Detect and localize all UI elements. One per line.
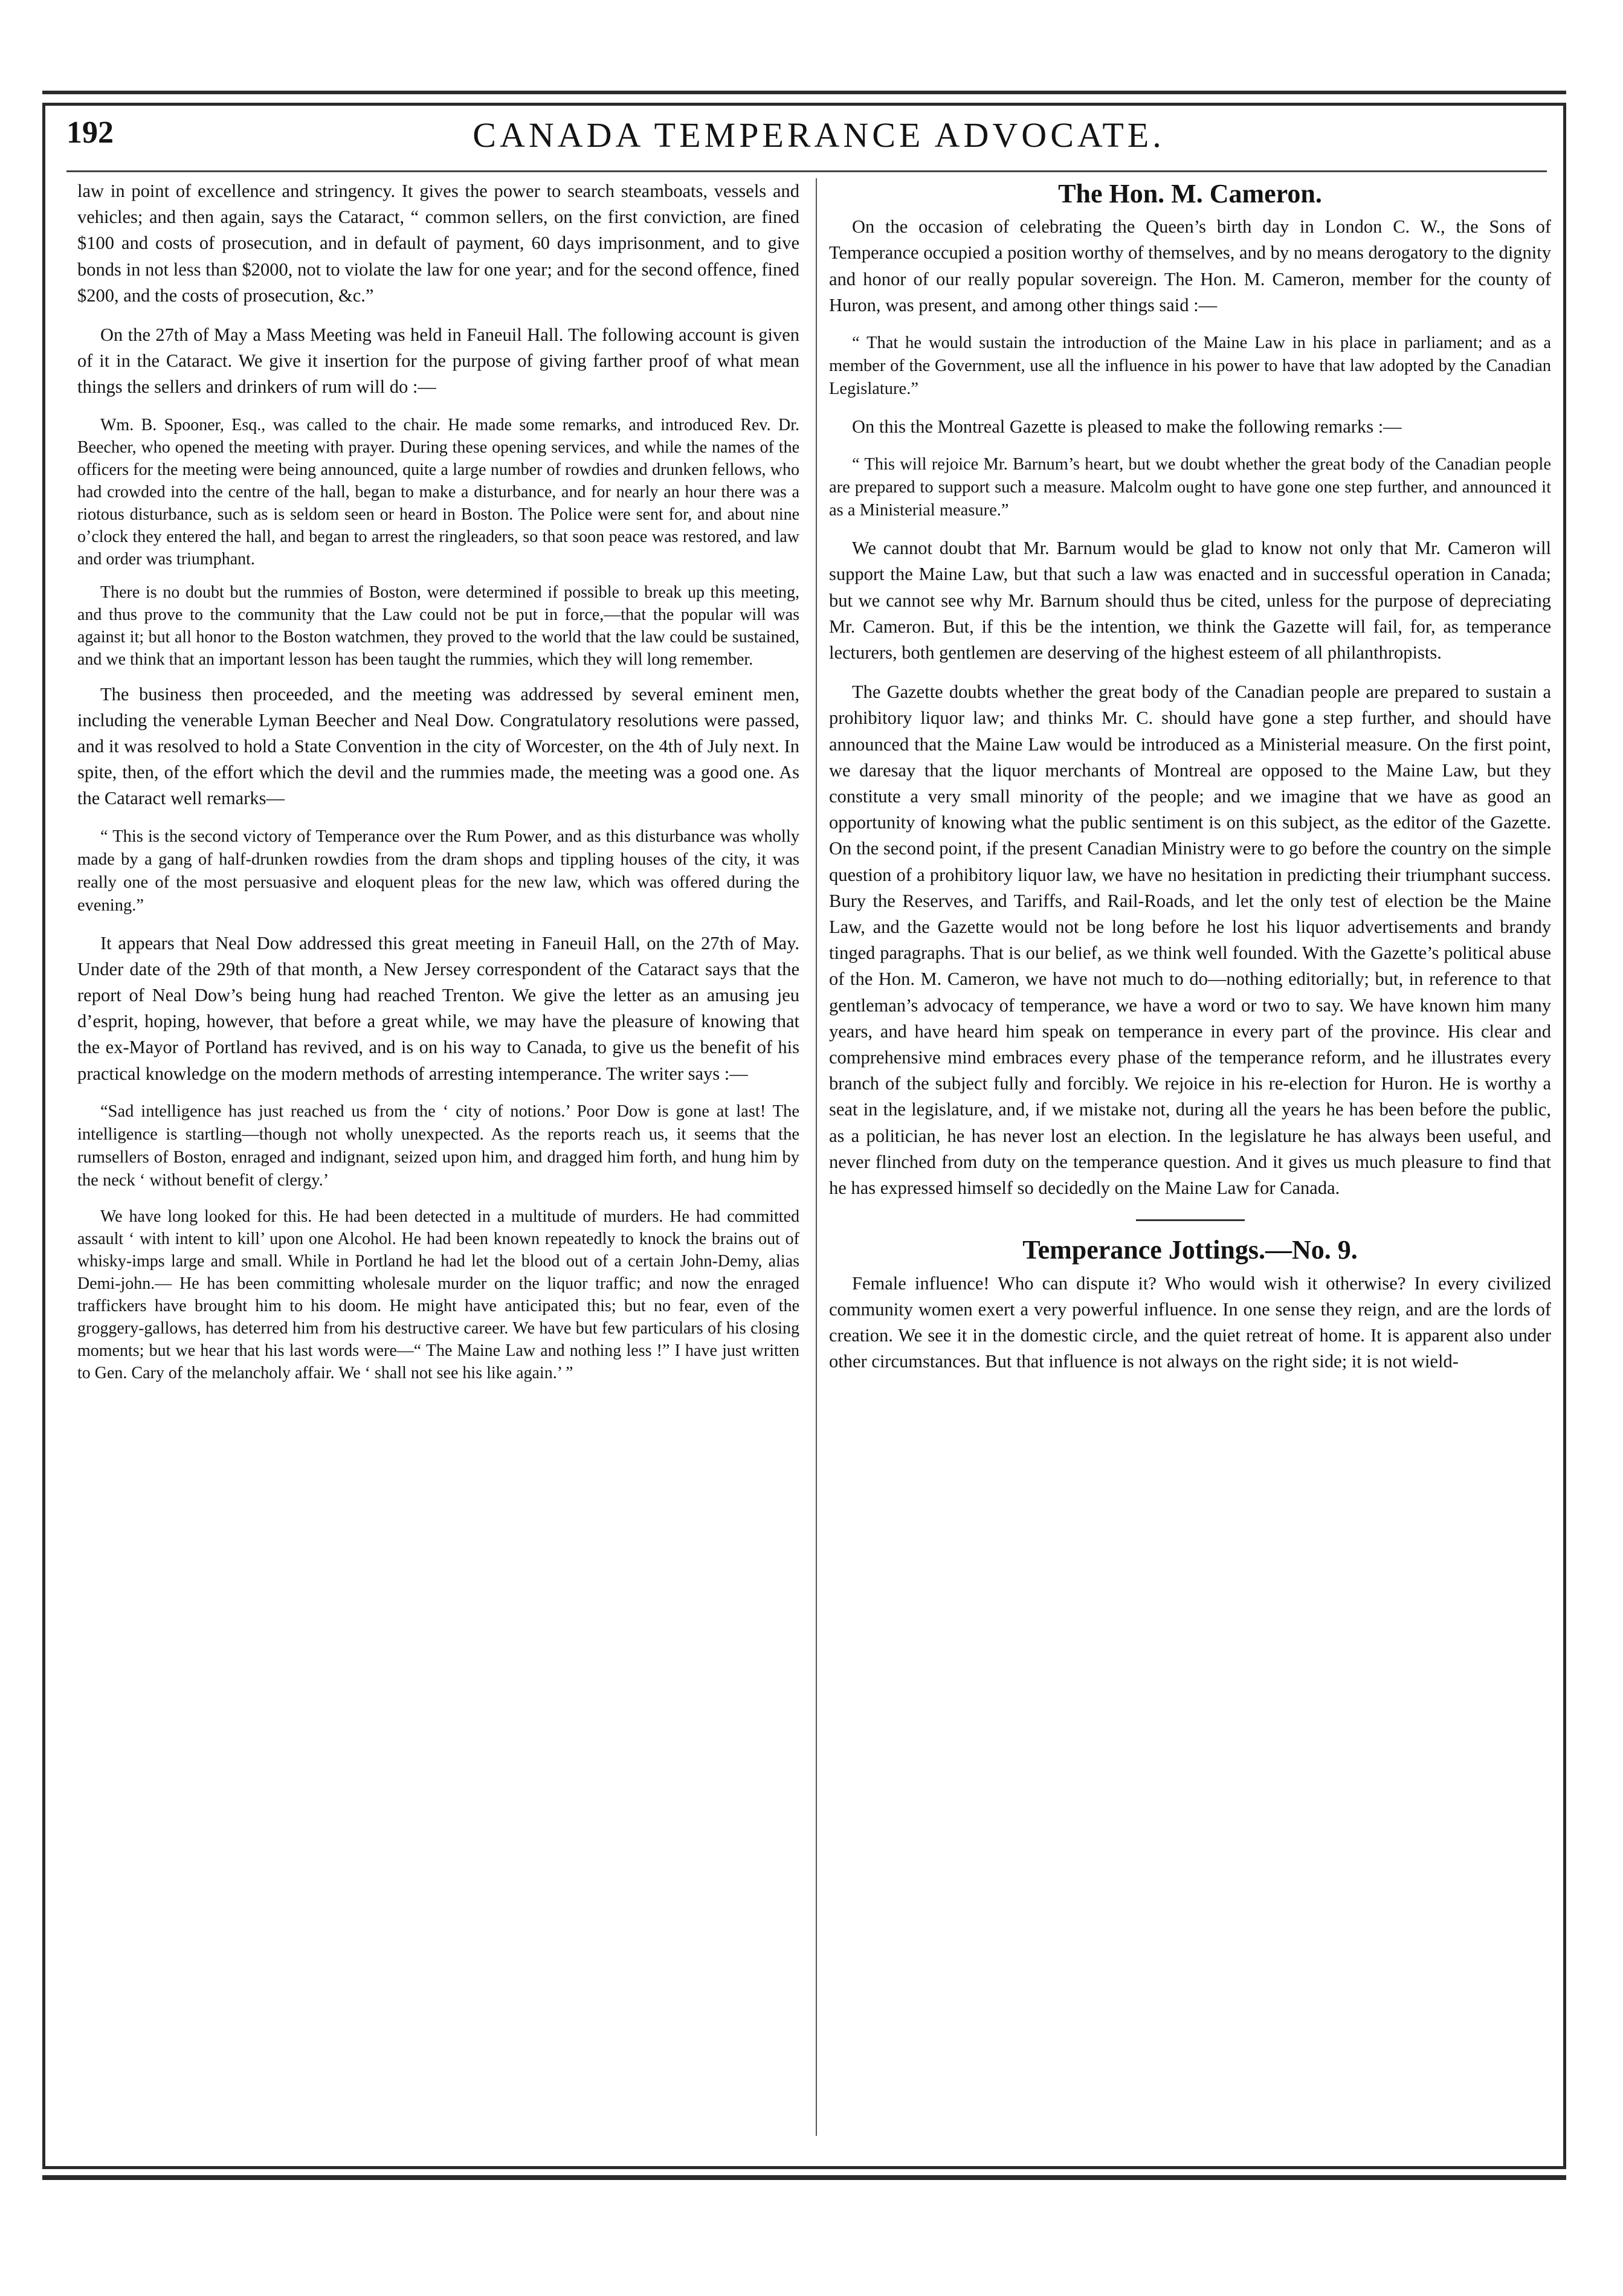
quoted-paragraph: “ This will rejoice Mr. Barnum’s heart, but we doubt whether the great body of the Canadian people are prepared to support such a measure. Malcolm ought to have gone one step further, and announced it as a Ministerial measure.” (829, 455, 1551, 520)
page-number: 192 (66, 115, 114, 150)
quoted-paragraph: We have long looked for this. He had been detected in a multitude of murders. He had committed assault ‘ with intent to kill’ upon one Alcohol. He had been known repeatedly to knock the brains out of whisky-imps large and small. While in Portland he had let the blood out of a certain John-Demy, alias Demi-john.— He has been committing wholesale murder on the liquor traffic; and now the enraged traffickers have brought him to his doom. He might have anticipated this; but no fear, even of the groggery-gallows, has deterred him from his destructive career. We have but few particulars of his closing moments; but we hear that his last words were—“ The Maine Law and nothing less !” I have just written to Gen. Cary of the melancholy affair. We ‘ shall not see his like again.’ ” (77, 1207, 799, 1382)
paragraph: We cannot doubt that Mr. Barnum would be glad to know not only that Mr. Cameron will support the Maine Law, but that such a law was enacted and in successful operation in Canada; but we cannot see why Mr. Barnum should thus be cited, unless for the purpose of depreciating Mr. Cameron. But, if this be the intention, we think the Gazette will fail, for, as temperance lecturers, both gentlemen are deserving of the highest esteem of all philanthropists. (829, 538, 1551, 663)
quoted-paragraph: “ This is the second victory of Temperance over the Rum Power, and as this disturbance was wholly made by a gang of half-drunken rowdies from the dram shops and tippling houses of the city, it was really one of the most persuasive and eloquent pleas for the new law, which was offered during the evening.” (77, 827, 799, 915)
quoted-paragraph: “Sad intelligence has just reached us from the ‘ city of notions.’ Poor Dow is gone at last! The intelligence is startling—though not wholly unexpected. As the reports reach us, it seems that the rumsellers of Boston, enraged and indignant, seized upon him, and dragged him forth, and hung him by the neck ‘ without benefit of clergy.’ (77, 1101, 799, 1190)
quoted-paragraph: “ That he would sustain the introduction of the Maine Law in his place in parliament; and as a member of the Government, use all the influence in his power to have that law adopted by the Canadian Legislature.” (829, 334, 1551, 399)
paragraph: It appears that Neal Dow addressed this great meeting in Faneuil Hall, on the 27th of May. Under date of the 29th of that month, a New Jersey correspondent of the Cataract says that the report of Neal Dow’s being hung had reached Trenton. We give the letter as an amusing jeu d’esprit, hoping, however, that before a great while, we may have the pleasure of knowing that the ex-Mayor of Portland has revived, and is on his way to Canada, to give us the benefit of his practical knowledge on the modern methods of arresting intemperance. The writer says :— (77, 932, 799, 1084)
paragraph: On the occasion of celebrating the Queen’s birth day in London C. W., the Sons of Temperance occupied a position worthy of themselves, and by no means derogatory to the dignity and honor of our really popular sovereign. The Hon. M. Cameron, member for the county of Huron, was present, and among other things said :— (829, 216, 1551, 315)
paragraph: Female influence! Who can dispute it? Who would wish it otherwise? In every civilized community women exert a very powerful influence. In one sense they reign, and are the lords of creation. We see it in the domestic circle, and the quiet retreat of home. It is apparent also under other circumstances. But that influence is not always on the right side; it is not wield- (829, 1272, 1551, 1372)
bottom-border-rule (42, 2175, 1566, 2180)
top-border-rule (42, 91, 1566, 94)
paragraph: There is no doubt but the rummies of Boston, were determined if possible to break up this meeting, and thus prove to the community that the Law could not be put in force,—that the popular will was against it; but all honor to the Boston watchmen, they proved to the world that the law could be sustained, and we think that an important lesson has been taught the rummies, which they will long remember. (77, 582, 799, 669)
paragraph: law in point of excellence and stringency. It gives the power to search steamboats, vessels and vehicles; and then again, says the Cataract, “ common sellers, on the first conviction, are fined $100 and costs of prosecution, and in default of payment, 60 days imprisonment, and to give bonds in not less than $2000, not to violate the law for one year; and for the second offence, fined $200, and the costs of prosecution, &c.” (77, 181, 799, 306)
paragraph: On the 27th of May a Mass Meeting was held in Faneuil Hall. The following account is given of it in the Cataract. We give it insertion for the purpose of giving farther proof of what mean things the sellers and drinkers of rum will do :— (77, 324, 799, 398)
column-divider (816, 178, 817, 2136)
section-divider (1136, 1219, 1245, 1221)
page-header (66, 115, 1547, 163)
section-heading: The Hon. M. Cameron. (1058, 179, 1322, 208)
right-column (829, 178, 1551, 1388)
header-rule (66, 170, 1547, 172)
paragraph: The Gazette doubts whether the great body of the Canadian people are prepared to sustain a prohibitory liquor law; and thinks Mr. C. should have gone a step further, and should have announced that the Maine Law would be introduced as a Ministerial measure. On the first point, we daresay that the liquor merchants of Montreal are opposed to the Maine Law, but they constitute a very small minority of the people; and we imagine that we have as good an opportunity of knowing what the public sentiment is on this subject, as the editor of the Gazette. On the second point, if the present Canadian Ministry were to go before the country on the simple question of a prohibitory liquor law, we have no hesitation in predicting their triumphant success. Bury the Reserves, and Tariffs, and Rail-Roads, and let the only test of election be the Maine Law, and the Gazette would not be long before he lost his liquor advertisements and brandy tinged paragraphs. That is our belief, as we think well founded. With the Gazette’s political abuse of the Hon. M. Cameron, we have not much to do—nothing editorially; but, in reference to that gentleman’s advocacy of temperance, we have a word or two to say. We have known him many years, and have heard him speak on temperance in every part of the province. His clear and comprehensive mind embraces every phase of the temperance reform, and he illustrates every branch of the subject fully and forcibly. We rejoice in his re-election for Huron. He is worthy a seat in the legislature, and, if we mistake not, during all the years he has been before the public, as a politician, he has never lost an election. In the legislature he has always been useful, and never flinched from duty on the temperance question. And it gives us much pleasure to find that he has expressed himself so decidedly on the Maine Law for Canada. (829, 682, 1551, 1199)
paragraph: On this the Montreal Gazette is pleased to make the following remarks :— (852, 416, 1402, 437)
paragraph: Wm. B. Spooner, Esq., was called to the chair. He made some remarks, and introduced Rev. Dr. Beecher, who opened the meeting with prayer. During these opening services, and while the names of the officers for the meeting were being announced, quite a large number of rowdies and drunken fellows, who had crowded into the centre of the hall, began to make a disturbance, and for nearly an hour there was a riotous disturbance, such as is seldom seen or heard in Boston. The Police were sent for, and about nine o’clock they entered the hall, and began to arrest the ringleaders, so that soon peace was restored, and law and order was triumphant. (77, 415, 799, 569)
journal-title: CANADA TEMPERANCE ADVOCATE. (473, 115, 1165, 155)
left-column (77, 178, 799, 1395)
section-heading: Temperance Jottings.—No. 9. (1022, 1235, 1358, 1265)
paragraph: The business then proceeded, and the meeting was addressed by several eminent men, including the venerable Lyman Beecher and Neal Dow. Congratulatory resolutions were passed, and it was resolved to hold a State Convention in the city of Worcester, on the 4th of July next. In spite, then, of the effort which the devil and the rummies made, the meeting was a good one. As the Cataract well remarks— (77, 683, 799, 809)
